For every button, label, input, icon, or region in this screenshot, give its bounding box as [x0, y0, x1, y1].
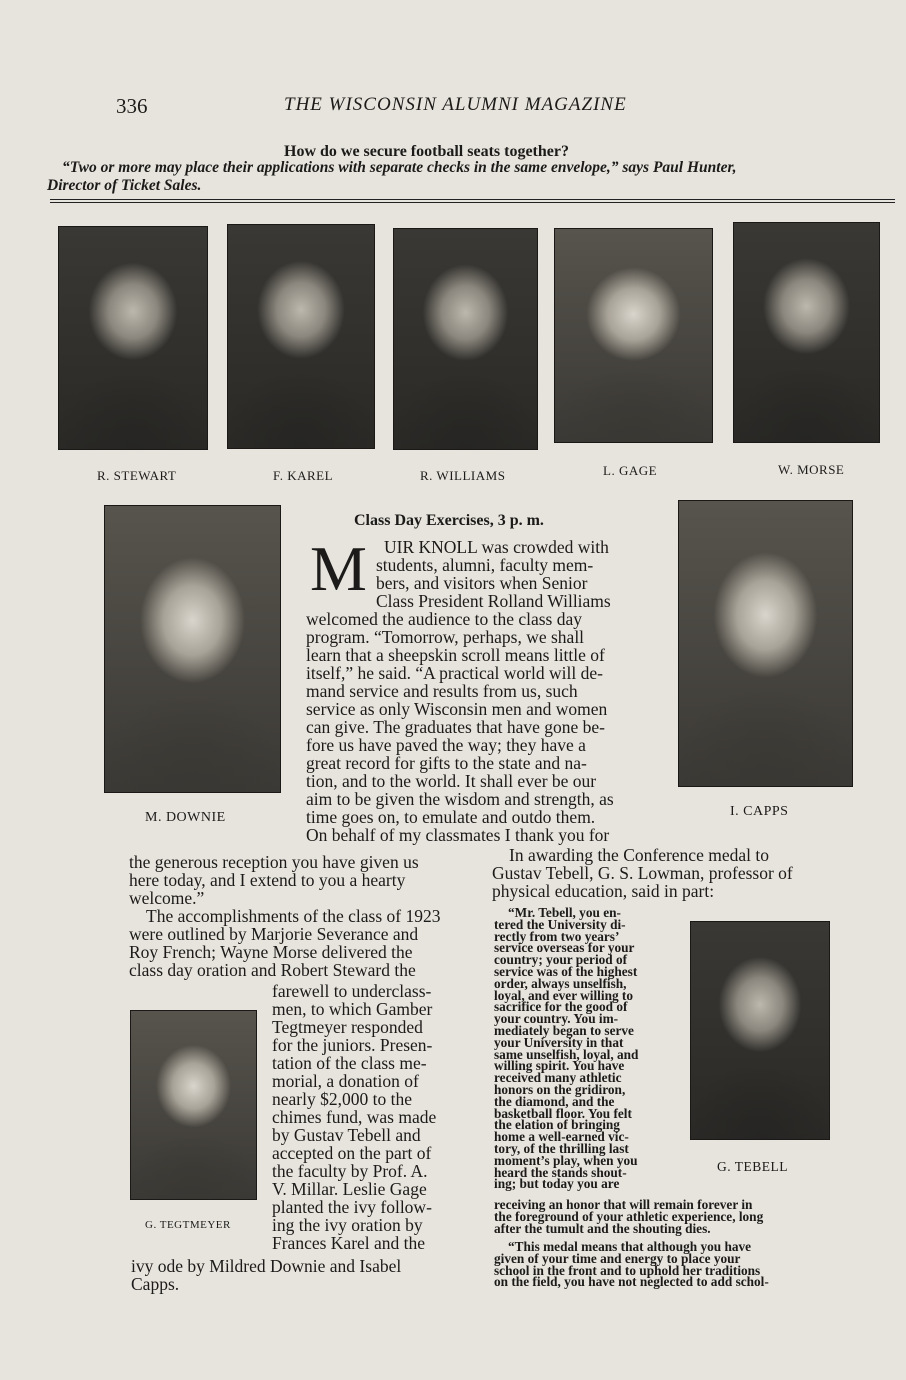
- text-line: V. Millar. Leslie Gage: [272, 1179, 427, 1199]
- text-line: for the juniors. Presen-: [272, 1035, 433, 1055]
- text-line: tered the University di-: [494, 916, 626, 932]
- text-line: “This medal means that although you have: [508, 1239, 752, 1254]
- text-line: class day oration and Robert Steward the: [129, 960, 416, 980]
- text-line: the diamond, and the: [494, 1093, 615, 1109]
- portrait-photo-williams: [393, 228, 538, 450]
- article-body-narrow: [272, 982, 472, 1252]
- text-line: the faculty by Prof. A.: [272, 1161, 428, 1181]
- text-line: Gustav Tebell, G. S. Lowman, professor of: [492, 863, 793, 883]
- text-line: home a well-earned vic-: [494, 1129, 629, 1145]
- text-line: ivy ode by Mildred Downie and Isabel: [131, 1256, 402, 1276]
- text-line: country; your period of: [494, 952, 628, 968]
- text-line: by Gustav Tebell and: [272, 1125, 421, 1145]
- text-line: basketball floor. You felt: [494, 1105, 632, 1121]
- text-line: sacrifice for the good of: [494, 999, 628, 1015]
- text-line: school in the front and to uphold her traditions: [494, 1262, 761, 1278]
- text-line: given of your time and energy to place your: [494, 1250, 741, 1266]
- caption-williams: R. WILLIAMS: [420, 468, 506, 483]
- text-line: after the tumult and the shouting dies.: [494, 1220, 711, 1236]
- text-line: planted the ivy follow-: [272, 1197, 432, 1217]
- portrait-photo-karel: [227, 224, 375, 449]
- medal-quote-second: [494, 1241, 839, 1288]
- text-line: the foreground of your athletic experience, long: [494, 1208, 764, 1224]
- text-line: bers, and visitors when Senior: [376, 573, 588, 593]
- caption-tegtmeyer: G. TEGTMEYER: [145, 1219, 231, 1231]
- medal-quote-wide: [494, 1199, 839, 1234]
- text-line: service was of the highest: [494, 963, 638, 979]
- caption-gage: L. GAGE: [603, 463, 658, 478]
- caption-tebell: G. TEBELL: [717, 1159, 788, 1174]
- text-line: can give. The graduates that have gone be-: [306, 717, 605, 737]
- text-line: mediately began to serve: [494, 1022, 634, 1038]
- text-line: On behalf of my classmates I thank you for: [306, 825, 610, 845]
- text-line: heard the stands shout-: [494, 1164, 627, 1180]
- article-body-left: [129, 853, 474, 979]
- text-line: accepted on the part of: [272, 1143, 432, 1163]
- text-line: physical education, said in part:: [492, 881, 715, 901]
- text-line: fore us have paved the way; they have a: [306, 735, 586, 755]
- text-line: moment’s play, when you: [494, 1152, 638, 1168]
- text-line: Roy French; Wayne Morse delivered the: [129, 942, 413, 962]
- text-line: the generous reception you have given us: [129, 852, 419, 872]
- text-line: the elation of bringing: [494, 1117, 620, 1133]
- caption-downie: M. DOWNIE: [145, 810, 226, 825]
- notice-quote-line2: Director of Ticket Sales.: [47, 177, 202, 194]
- text-line: Class President Rolland Williams: [376, 591, 611, 611]
- text-line: students, alumni, faculty mem-: [376, 555, 594, 575]
- text-line: same unselfish, loyal, and: [494, 1046, 639, 1062]
- article-body-opening: [306, 533, 648, 845]
- magazine-title: THE WISCONSIN ALUMNI MAGAZINE: [284, 94, 627, 115]
- text-line: your University in that: [494, 1034, 624, 1050]
- portrait-photo-morse: [733, 222, 880, 443]
- text-line: service as only Wisconsin men and women: [306, 699, 608, 719]
- page-number: 336: [116, 94, 148, 118]
- portrait-photo-downie: [104, 505, 281, 793]
- text-line: men, to which Gamber: [272, 999, 433, 1019]
- text-line: rectly from two years’: [494, 928, 620, 944]
- drop-cap: M: [310, 533, 367, 604]
- caption-morse: W. MORSE: [778, 462, 845, 477]
- caption-capps: I. CAPPS: [730, 804, 789, 819]
- text-line: ing the ivy oration by: [272, 1215, 423, 1235]
- article-heading: Class Day Exercises, 3 p. m.: [354, 512, 544, 529]
- text-line: nearly $2,000 to the: [272, 1089, 412, 1109]
- text-line: Tegtmeyer responded: [272, 1017, 423, 1037]
- text-line: welcome.”: [129, 888, 205, 908]
- text-line: tion, and to the world. It shall ever be our: [306, 771, 597, 791]
- text-line: program. “Tomorrow, perhaps, we shall: [306, 627, 585, 647]
- text-line: farewell to underclass-: [272, 981, 432, 1001]
- text-line: your country. You im-: [494, 1011, 619, 1027]
- text-line: receiving an honor that will remain forever in: [494, 1197, 753, 1212]
- text-line: on the field, you have not neglected to add schol-: [494, 1274, 769, 1290]
- text-line: UIR KNOLL was crowded with: [384, 537, 609, 557]
- text-line: learn that a sheepskin scroll means little of: [306, 645, 605, 665]
- text-line: itself,” he said. “A practical world will de-: [306, 663, 603, 683]
- portrait-photo-tegtmeyer: [130, 1010, 257, 1200]
- text-line: mand service and results from us, such: [306, 681, 578, 701]
- notice-heading: How do we secure football seats together?: [284, 143, 569, 160]
- text-line: In awarding the Conference medal to: [509, 845, 769, 865]
- text-line: welcomed the audience to the class day: [306, 609, 583, 629]
- text-line: honors on the gridiron,: [494, 1081, 626, 1097]
- double-rule: [50, 199, 895, 203]
- portrait-photo-stewart: [58, 226, 208, 450]
- text-line: willing spirit. You have: [494, 1058, 625, 1074]
- article-body-closing: [131, 1257, 476, 1293]
- medal-intro: [492, 846, 837, 900]
- text-line: Frances Karel and the: [272, 1233, 426, 1253]
- portrait-photo-gage: [554, 228, 713, 443]
- text-line: The accomplishments of the class of 1923: [146, 906, 441, 926]
- text-line: received many athletic: [494, 1070, 622, 1086]
- text-line: tory, of the thrilling last: [494, 1140, 629, 1156]
- text-line: morial, a donation of: [272, 1071, 419, 1091]
- portrait-photo-capps: [678, 500, 853, 787]
- caption-karel: F. KAREL: [273, 468, 334, 483]
- text-line: order, always unselfish,: [494, 975, 627, 991]
- text-line: Capps.: [131, 1274, 180, 1294]
- text-line: ing; but today you are: [494, 1176, 620, 1192]
- text-line: great record for gifts to the state and na-: [306, 753, 587, 773]
- text-line: aim to be given the wisdom and strength, as: [306, 789, 614, 809]
- notice-quote-line1: “Two or more may place their applications with separate checks in the same envelope,” says Paul Hunter,: [62, 159, 737, 176]
- text-line: here today, and I extend to you a hearty: [129, 870, 406, 890]
- text-line: were outlined by Marjorie Severance and: [129, 924, 419, 944]
- portrait-photo-tebell: [690, 921, 830, 1140]
- medal-quote-narrow: [494, 907, 679, 1190]
- text-line: time goes on, to emulate and outdo them.: [306, 807, 596, 827]
- text-line: tation of the class me-: [272, 1053, 427, 1073]
- text-line: chimes fund, was made: [272, 1107, 437, 1127]
- text-line: loyal, and ever willing to: [494, 987, 634, 1003]
- text-line: “Mr. Tebell, you en-: [508, 905, 621, 920]
- caption-stewart: R. STEWART: [97, 468, 177, 483]
- text-line: service overseas for your: [494, 940, 635, 956]
